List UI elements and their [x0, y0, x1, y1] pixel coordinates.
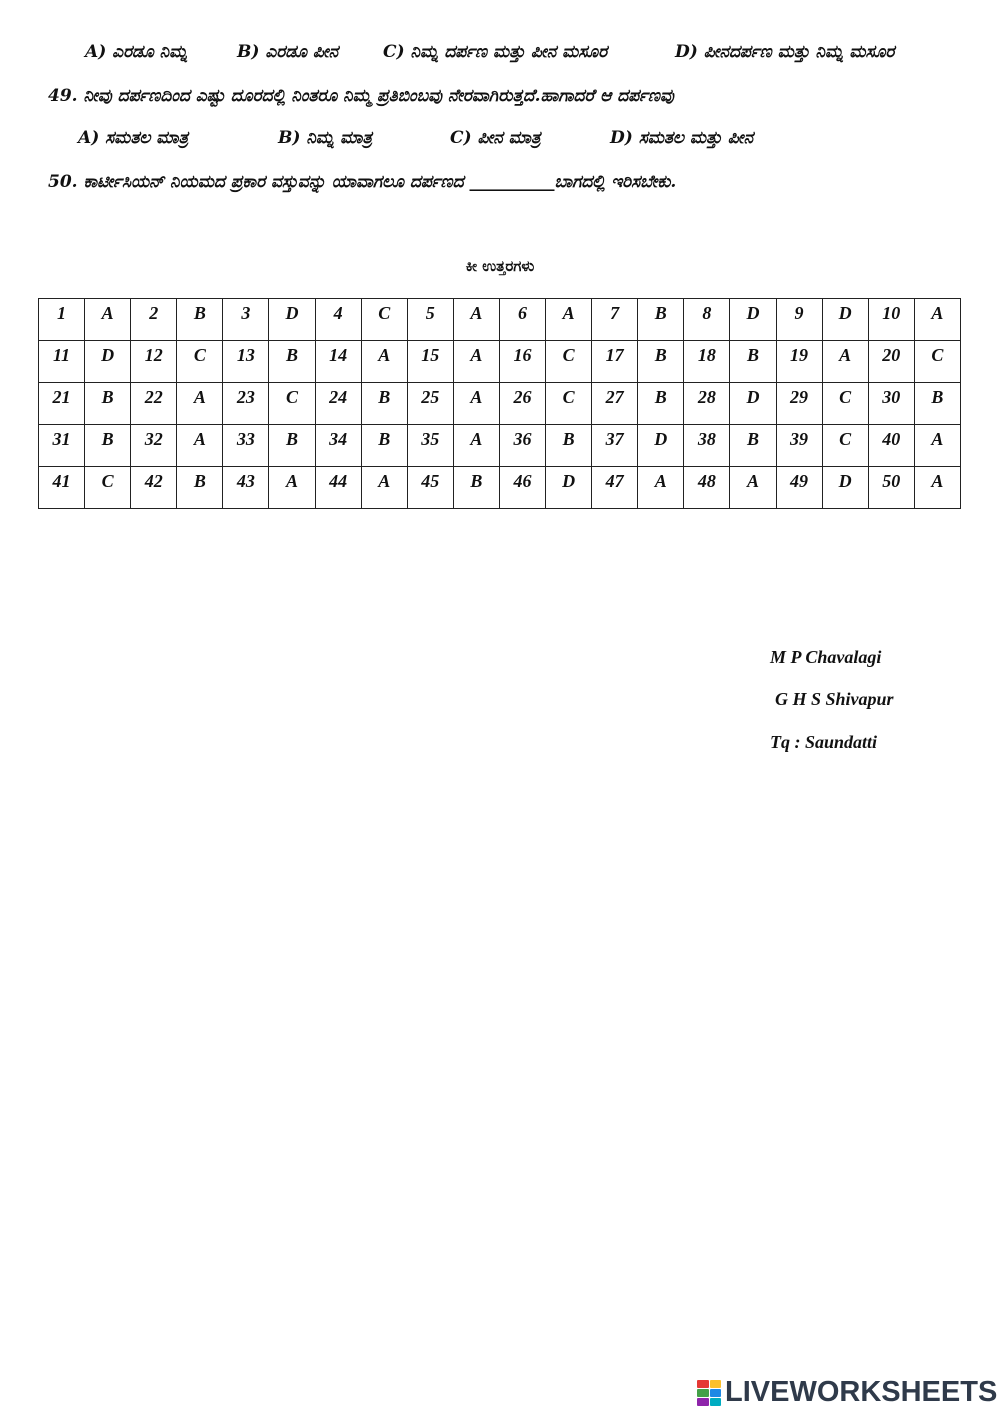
answer-key-row	[39, 467, 961, 509]
q48-option-b: B) ಎರಡೂ ಪೀನ	[237, 42, 339, 62]
question-number-cell: 42	[131, 467, 177, 509]
question-number-cell: 38	[684, 425, 730, 467]
answer-letter-cell: B	[638, 299, 684, 341]
answer-letter-cell: B	[269, 425, 315, 467]
question-number-cell: 17	[592, 341, 638, 383]
question-number-cell: 36	[499, 425, 545, 467]
question-number-cell: 31	[39, 425, 85, 467]
question-number-cell: 25	[407, 383, 453, 425]
question-number-cell: 16	[499, 341, 545, 383]
answer-letter-cell: B	[730, 341, 776, 383]
question-number-cell: 4	[315, 299, 361, 341]
liveworksheets-logo-icon	[697, 1380, 721, 1406]
question-number-cell: 43	[223, 467, 269, 509]
q48-option-c: C) ನಿಮ್ನ ದರ್ಪಣ ಮತ್ತು ಪೀನ ಮಸೂರ	[383, 42, 608, 62]
question-number-cell: 32	[131, 425, 177, 467]
question-50-text: 50. ಕಾರ್ಟೀಸಿಯನ್ ನಿಯಮದ ಪ್ರಕಾರ ವಸ್ತುವನ್ನು ಯಾವಾಗಲೂ ದರ್ಪಣದ __________ಬಾಗದಲ್ಲಿ ಇರಿಸಬೇಕು.	[48, 172, 677, 192]
answer-letter-cell: C	[269, 383, 315, 425]
answer-letter-cell: A	[177, 383, 223, 425]
answer-letter-cell: A	[177, 425, 223, 467]
question-number-cell: 47	[592, 467, 638, 509]
answer-letter-cell: B	[638, 341, 684, 383]
logo-block	[697, 1398, 709, 1406]
answer-letter-cell: C	[546, 383, 592, 425]
question-number-cell: 21	[39, 383, 85, 425]
answer-letter-cell: D	[822, 299, 868, 341]
answer-letter-cell: A	[453, 341, 499, 383]
q48-option-a: A) ಎರಡೂ ನಿಮ್ನ	[85, 42, 188, 62]
logo-block	[697, 1389, 709, 1397]
answer-letter-cell: C	[822, 425, 868, 467]
question-number-cell: 7	[592, 299, 638, 341]
answer-key-body	[39, 299, 961, 509]
answer-letter-cell: C	[85, 467, 131, 509]
q49-option-d: D) ಸಮತಲ ಮತ್ತು ಪೀನ	[610, 128, 754, 148]
answer-letter-cell: A	[914, 467, 960, 509]
answer-letter-cell: B	[730, 425, 776, 467]
answer-letter-cell: A	[85, 299, 131, 341]
question-number-cell: 20	[868, 341, 914, 383]
question-number-cell: 18	[684, 341, 730, 383]
answer-letter-cell: D	[730, 383, 776, 425]
answer-letter-cell: A	[914, 425, 960, 467]
answer-letter-cell: A	[638, 467, 684, 509]
answer-letter-cell: C	[914, 341, 960, 383]
answer-letter-cell: B	[85, 383, 131, 425]
question-number-cell: 15	[407, 341, 453, 383]
question-number-cell: 39	[776, 425, 822, 467]
answer-key-row	[39, 341, 961, 383]
answer-letter-cell: A	[453, 425, 499, 467]
answer-key-row	[39, 299, 961, 341]
answer-letter-cell: A	[822, 341, 868, 383]
answer-letter-cell: B	[177, 299, 223, 341]
question-number-cell: 44	[315, 467, 361, 509]
logo-block	[710, 1389, 722, 1397]
question-number-cell: 45	[407, 467, 453, 509]
question-number-cell: 13	[223, 341, 269, 383]
answer-letter-cell: B	[361, 425, 407, 467]
answer-letter-cell: B	[269, 341, 315, 383]
question-number-cell: 2	[131, 299, 177, 341]
question-number-cell: 41	[39, 467, 85, 509]
question-number-cell: 24	[315, 383, 361, 425]
question-number-cell: 14	[315, 341, 361, 383]
answer-letter-cell: B	[638, 383, 684, 425]
answer-letter-cell: D	[85, 341, 131, 383]
question-number-cell: 33	[223, 425, 269, 467]
question-number-cell: 3	[223, 299, 269, 341]
question-number-cell: 23	[223, 383, 269, 425]
liveworksheets-brand	[697, 1376, 997, 1409]
liveworksheets-wordmark: LIVEWORKSHEETS	[725, 1376, 998, 1408]
answer-letter-cell: A	[361, 341, 407, 383]
answer-letter-cell: C	[361, 299, 407, 341]
answer-letter-cell: A	[914, 299, 960, 341]
question-number-cell: 30	[868, 383, 914, 425]
question-number-cell: 26	[499, 383, 545, 425]
answer-letter-cell: A	[269, 467, 315, 509]
answer-letter-cell: D	[730, 299, 776, 341]
question-number-cell: 5	[407, 299, 453, 341]
question-number-cell: 46	[499, 467, 545, 509]
taluk-name: Tq : Saundatti	[770, 732, 878, 752]
answer-letter-cell: D	[638, 425, 684, 467]
answer-letter-cell: B	[177, 467, 223, 509]
question-number-cell: 34	[315, 425, 361, 467]
question-number-cell: 29	[776, 383, 822, 425]
question-number-cell: 22	[131, 383, 177, 425]
answer-letter-cell: D	[269, 299, 315, 341]
answer-key-table	[38, 298, 961, 509]
question-number-cell: 35	[407, 425, 453, 467]
answer-letter-cell: A	[361, 467, 407, 509]
question-number-cell: 40	[868, 425, 914, 467]
answer-letter-cell: B	[546, 425, 592, 467]
logo-block	[710, 1380, 722, 1388]
question-number-cell: 37	[592, 425, 638, 467]
question-49-text: 49. ನೀವು ದರ್ಪಣದಿಂದ ಎಷ್ಟು ದೂರದಲ್ಲಿ ನಿಂತರೂ ನಿಮ್ಮ ಪ್ರತಿಬಿಂಬವು ನೇರವಾಗಿರುತ್ತದೆ.ಹಾಗಾದರೆ ಆ ದರ್ಪಣವು	[48, 86, 674, 106]
logo-block	[710, 1398, 722, 1406]
answer-letter-cell: B	[361, 383, 407, 425]
answer-letter-cell: A	[453, 383, 499, 425]
q49-option-b: B) ನಿಮ್ನ ಮಾತ್ರ	[278, 128, 373, 148]
answer-letter-cell: C	[822, 383, 868, 425]
answer-letter-cell: D	[546, 467, 592, 509]
q49-option-c: C) ಪೀನ ಮಾತ್ರ	[450, 128, 541, 148]
question-number-cell: 8	[684, 299, 730, 341]
school-name: G H S Shivapur	[775, 689, 894, 709]
question-number-cell: 27	[592, 383, 638, 425]
answer-letter-cell: A	[453, 299, 499, 341]
question-number-cell: 19	[776, 341, 822, 383]
question-number-cell: 28	[684, 383, 730, 425]
question-number-cell: 48	[684, 467, 730, 509]
answer-letter-cell: C	[546, 341, 592, 383]
q49-option-a: A) ಸಮತಲ ಮಾತ್ರ	[78, 128, 189, 148]
question-number-cell: 10	[868, 299, 914, 341]
q48-option-d: D) ಪೀನದರ್ಪಣ ಮತ್ತು ನಿಮ್ನ ಮಸೂರ	[675, 42, 895, 62]
answer-letter-cell: B	[914, 383, 960, 425]
question-number-cell: 50	[868, 467, 914, 509]
answer-letter-cell: B	[85, 425, 131, 467]
logo-block	[697, 1380, 709, 1388]
question-number-cell: 9	[776, 299, 822, 341]
answer-letter-cell: A	[730, 467, 776, 509]
answer-letter-cell: A	[546, 299, 592, 341]
answer-key-title: ಕೀ ಉತ್ತರಗಳು	[465, 257, 535, 275]
answer-letter-cell: B	[453, 467, 499, 509]
answer-key-row	[39, 383, 961, 425]
question-number-cell: 12	[131, 341, 177, 383]
answer-letter-cell: D	[822, 467, 868, 509]
answer-letter-cell: C	[177, 341, 223, 383]
question-number-cell: 11	[39, 341, 85, 383]
question-number-cell: 49	[776, 467, 822, 509]
author-name: M P Chavalagi	[770, 647, 882, 667]
question-number-cell: 1	[39, 299, 85, 341]
answer-key-row	[39, 425, 961, 467]
question-number-cell: 6	[499, 299, 545, 341]
